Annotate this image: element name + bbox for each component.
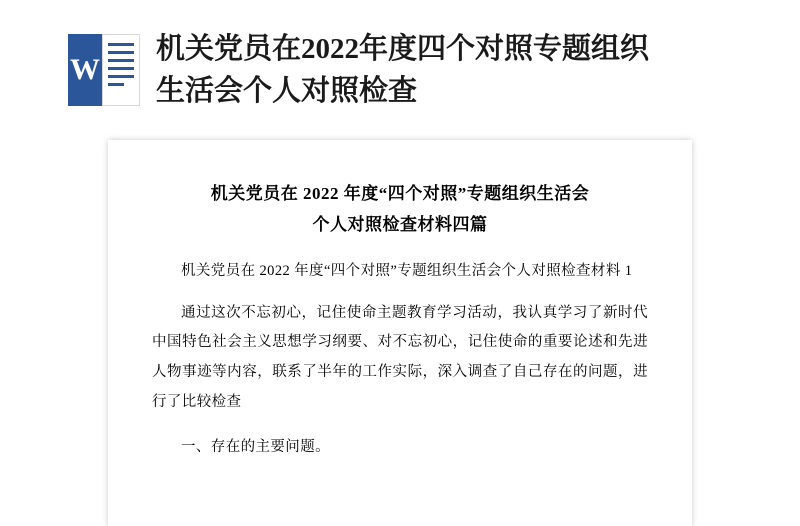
spacer bbox=[152, 287, 648, 299]
document-paragraph: 一、存在的主要问题。 bbox=[181, 439, 330, 456]
document-paragraph: 通过这次不忘初心，记住使命主题教育学习活动，我认真学习了新时代中国特色社会主义思想学习纲要、对不忘初心，记住使命的重要论述和先进人物事迹等内容，联系了半年的工作实际，深入调查了自己存在的问题，进行了比较检查 bbox=[152, 304, 648, 410]
word-icon-line bbox=[108, 43, 134, 46]
word-document-icon bbox=[68, 34, 140, 106]
word-icon-letter: W bbox=[68, 34, 102, 106]
document-sheet bbox=[108, 140, 692, 526]
spacer bbox=[152, 241, 648, 257]
word-icon-line bbox=[108, 75, 134, 78]
word-icon-lines bbox=[102, 34, 140, 106]
page-title: 机关党员在2022年度四个对照专题组织生活会个人对照检查 bbox=[156, 32, 650, 107]
document-title-line-2: 个人对照检查材料四篇 bbox=[312, 215, 488, 235]
document-paragraph: 机关党员在 2022 年度“四个对照”专题组织生活会个人对照检查材料 1 bbox=[181, 262, 633, 279]
word-icon-line bbox=[108, 83, 124, 86]
document-title-line-1: 机关党员在 2022 年度“四个对照”专题组织生活会 bbox=[210, 184, 590, 203]
word-icon-line bbox=[108, 51, 134, 54]
word-icon-line bbox=[108, 59, 134, 62]
word-icon-line bbox=[108, 67, 134, 70]
preview-header bbox=[0, 0, 800, 140]
spacer bbox=[152, 417, 648, 433]
